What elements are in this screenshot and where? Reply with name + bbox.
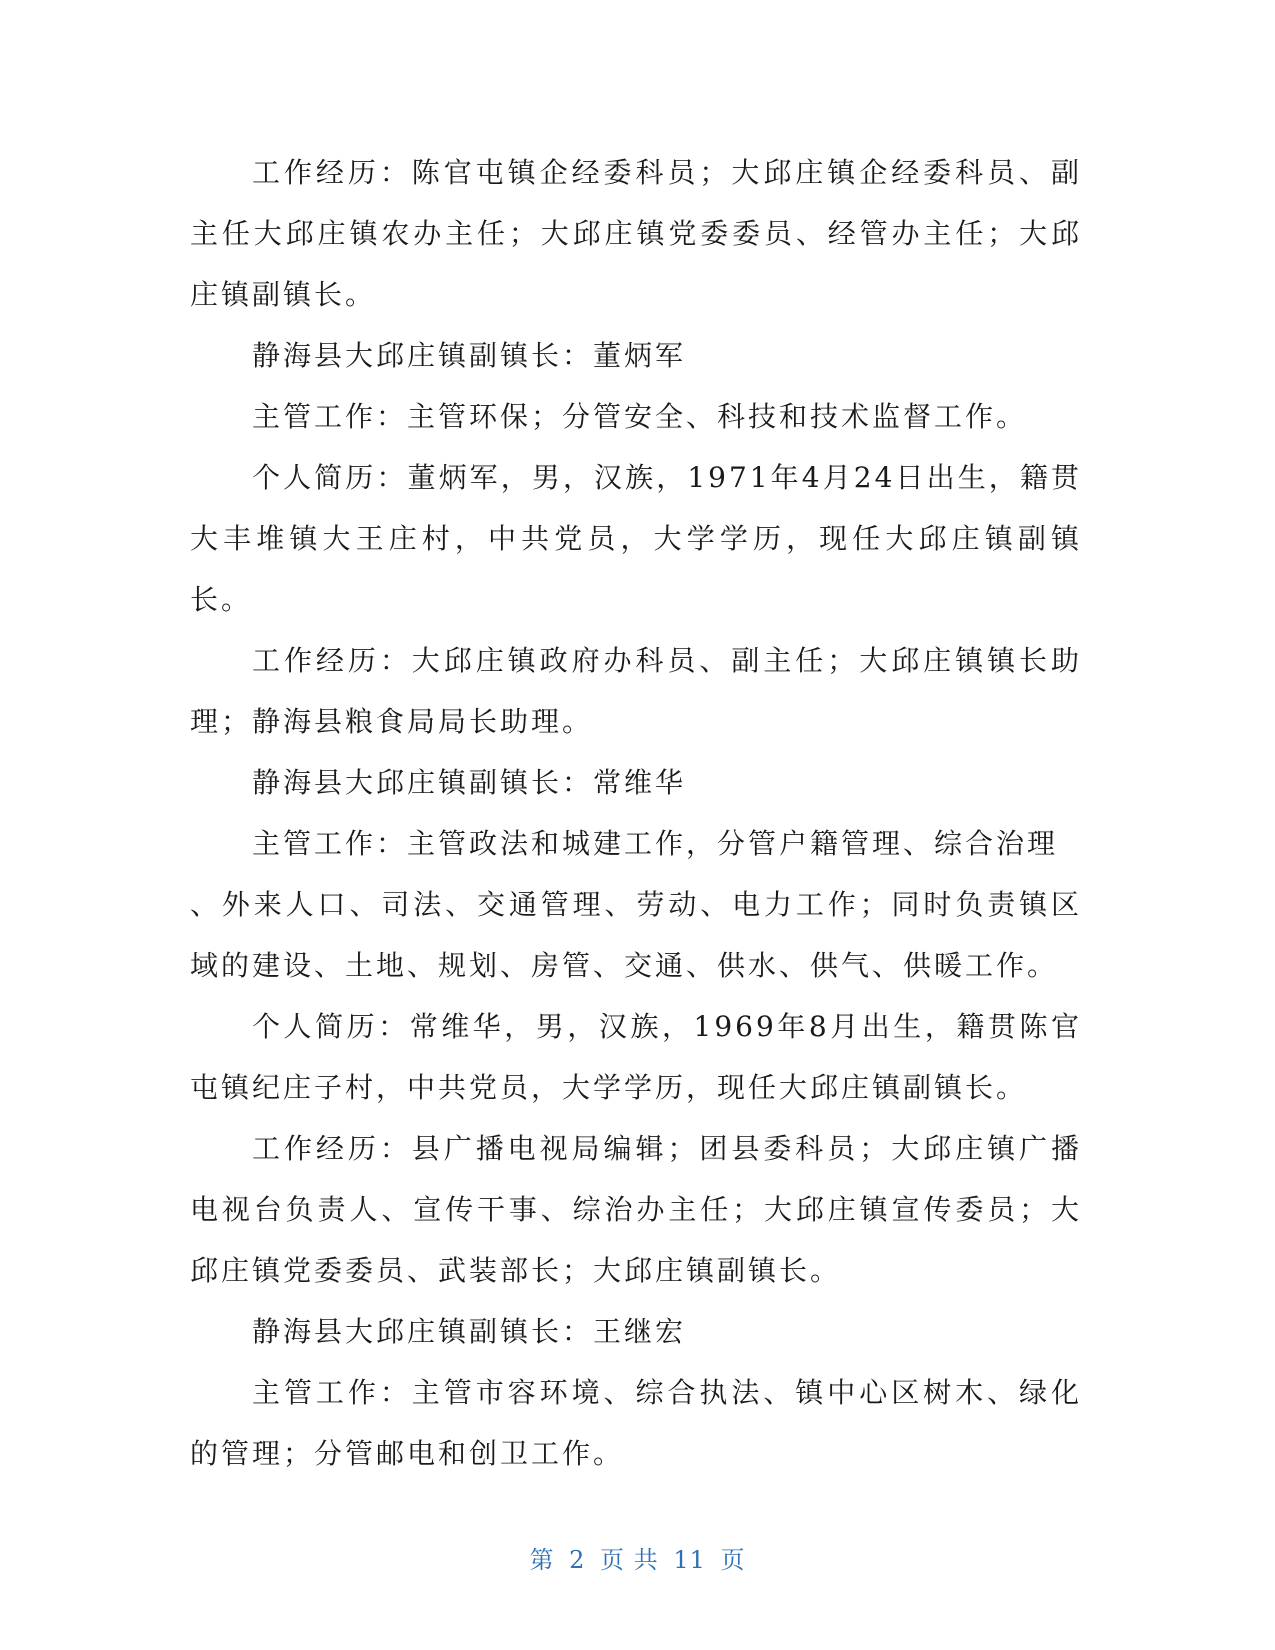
paragraph-duties-wang: 主管工作：主管市容环境、综合执法、镇中心区树木、绿化的管理；分管邮电和创卫工作。 [190,1376,1082,1470]
paragraph-duties-chang: 主管工作：主管政法和城建工作，分管户籍管理、综合治理 [252,827,1059,860]
heading-deputy-wang: 静海县大邱庄镇副镇长：王继宏 [252,1315,687,1348]
page-footer [0,1540,1275,1575]
heading-deputy-dong: 静海县大邱庄镇副镇长：董炳军 [252,339,687,372]
footer-mid: 页 共 [600,1546,659,1574]
paragraph-work-history-chang: 工作经历：县广播电视局编辑；团县委科员；大邱庄镇广播电视台负责人、宣传干事、综治办主任；大邱庄镇宣传委员；大邱庄镇党委委员、武装部长；大邱庄镇副镇长。 [190,1132,1082,1287]
footer-prefix: 第 [529,1546,555,1574]
paragraph-bio-chang: 个人简历：常维华，男，汉族，1969年8月出生，籍贯陈官屯镇纪庄子村，中共党员，大学学历，现任大邱庄镇副镇长。 [190,1010,1082,1104]
footer-suffix: 页 [720,1546,746,1574]
document-body [190,142,1082,1484]
footer-total-pages: 11 [673,1546,706,1574]
paragraph-bio-dong: 个人简历：董炳军，男，汉族，1971年4月24日出生，籍贯大丰堆镇大王庄村，中共党员，大学学历，现任大邱庄镇副镇长。 [190,461,1082,616]
footer-current-page: 2 [569,1546,586,1574]
paragraph-duties-chang-cont: 、外来人口、司法、交通管理、劳动、电力工作；同时负责镇区域的建设、土地、规划、房管、交通、供水、供气、供暖工作。 [190,888,1082,982]
paragraph-work-history-1: 工作经历：陈官屯镇企经委科员；大邱庄镇企经委科员、副主任大邱庄镇农办主任；大邱庄镇党委委员、经管办主任；大邱庄镇副镇长。 [190,156,1082,311]
paragraph-work-history-dong: 工作经历：大邱庄镇政府办科员、副主任；大邱庄镇镇长助理；静海县粮食局局长助理。 [190,644,1082,738]
heading-deputy-chang: 静海县大邱庄镇副镇长：常维华 [252,766,687,799]
paragraph-duties-dong: 主管工作：主管环保；分管安全、科技和技术监督工作。 [252,400,1028,433]
